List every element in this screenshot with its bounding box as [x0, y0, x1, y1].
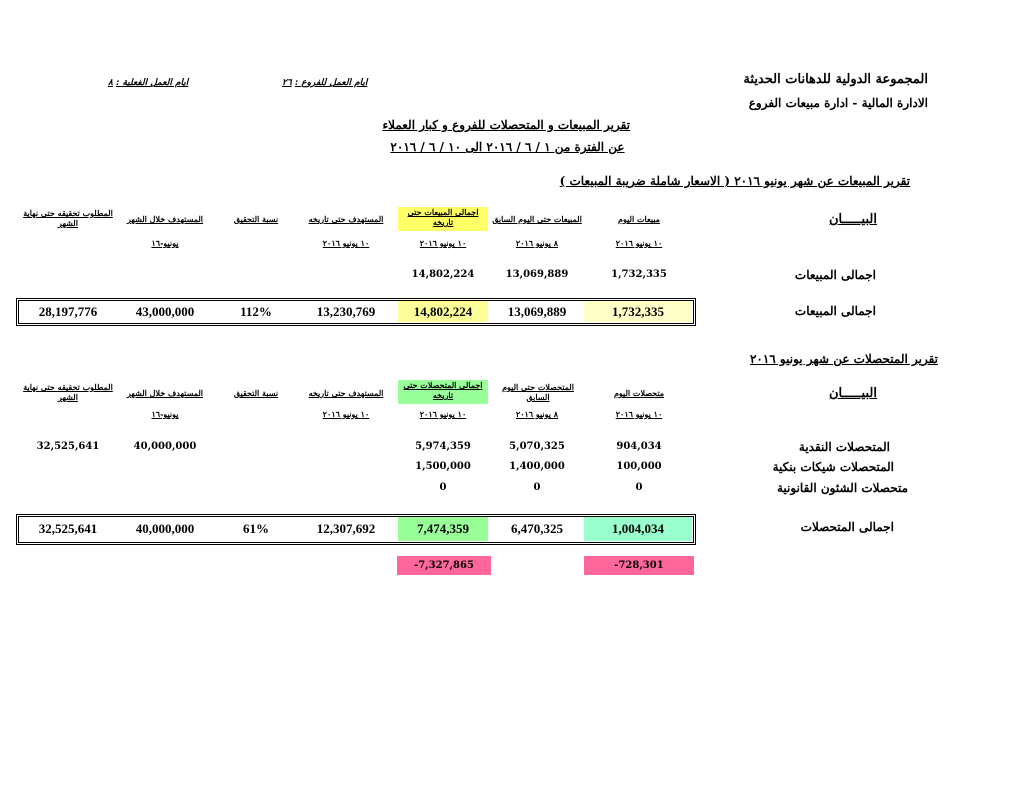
coll-achievement-header: نسبة التحقيق	[233, 388, 279, 398]
coll-total-to-date-header: اجمالى المتحصلات حتى تاريخه	[398, 380, 488, 404]
sales-achievement-header: نسبة التحقيق	[233, 214, 279, 224]
sales-total-today: 1,732,335	[612, 304, 664, 319]
sales-total-total: 14,802,224	[413, 304, 473, 319]
branch-days-value: ٢٦	[282, 78, 292, 88]
sales-row-prev-day: 13,069,889	[505, 269, 569, 280]
sales-today-date: ١٠ يونيو ٢٠١٦	[615, 238, 663, 248]
sales-row-total: 14,802,224	[411, 269, 475, 280]
sales-today-header: مبيعات اليوم	[618, 214, 660, 224]
sales-total-to-date-header: اجمالى المبيعات حتى تاريخه	[398, 207, 488, 231]
coll-row-total: 0	[439, 482, 447, 493]
coll-total-total: 7,474,359	[417, 521, 469, 536]
coll-row-label: المتحصلات شيكات بنكية	[772, 460, 894, 474]
coll-today-header: متحصلات اليوم	[613, 388, 665, 398]
coll-total-prev-day: 6,470,325	[511, 521, 563, 536]
coll-total-required: 32,525,641	[38, 521, 98, 536]
coll-row-required: 32,525,641	[36, 441, 100, 452]
coll-today-date: ١٠ يونيو ٢٠١٦	[615, 409, 663, 419]
coll-row-today: 904,034	[616, 441, 662, 452]
branch-days-label: ايام العمل للفروع :	[294, 78, 368, 88]
report-period: عن الفترة من ١ / ٦ / ٢٠١٦ الى ١٠ / ٦ / ٢٠١٦	[390, 140, 625, 154]
coll-row-prev-day: 0	[533, 482, 541, 493]
sales-total-target: 13,230,769	[316, 304, 376, 319]
coll-statement-header: البيـــــان	[829, 386, 877, 401]
sales-prev-day-header: المبيعات حتى اليوم السابق	[492, 214, 582, 224]
coll-row-today: 100,000	[616, 461, 662, 472]
actual-days-value: ٨	[108, 78, 113, 88]
coll-target-date: ١٠ يونيو ٢٠١٦	[322, 409, 370, 419]
sales-total-label: اجمالى المبيعات	[794, 304, 876, 318]
company-name: المجموعة الدولية للدهانات الحديثة	[743, 72, 928, 87]
coll-total-date: ١٠ يونيو ٢٠١٦	[419, 409, 467, 419]
report-title: تقرير المبيعات و المتحصلات للفروع و كبار العملاء	[382, 118, 630, 132]
actual-working-days	[108, 78, 188, 88]
collections-section-title: تقرير المتحصلات عن شهر يونيو ٢٠١٦	[749, 352, 938, 366]
coll-row-label: متحصلات الشئون القانونية	[777, 481, 908, 495]
sales-total-prev-day: 13,069,889	[507, 304, 567, 319]
coll-total-month-target: 40,000,000	[135, 521, 195, 536]
coll-month-target-date: يونيو-١٦	[151, 409, 179, 419]
sales-row-today: 1,732,335	[611, 269, 667, 280]
coll-row-today: 0	[635, 482, 643, 493]
coll-total-target: 12,307,692	[316, 521, 376, 536]
sales-total-achievement: 112%	[240, 304, 272, 319]
sales-section-title: تقرير المبيعات عن شهر يونيو ٢٠١٦ ( الاسعار شاملة ضريبة المبيعات )	[559, 174, 910, 188]
sales-month-target-header: المستهدف خلال الشهر	[126, 214, 203, 224]
sales-required-header: المطلوب تحقيقه حتى نهاية الشهر	[23, 208, 113, 228]
coll-prev-day-date: ٨ يونيو ٢٠١٦	[515, 409, 559, 419]
coll-total-achievement: 61%	[243, 521, 269, 536]
department-name: الادارة المالية - ادارة مبيعات الفروع	[748, 96, 928, 110]
coll-row-month-target: 40,000,000	[133, 441, 197, 452]
branch-working-days	[282, 78, 367, 88]
sales-target-to-date-header: المستهدف حتى تاريخه	[308, 214, 384, 224]
coll-row-prev-day: 1,400,000	[509, 461, 565, 472]
diff-today: -728,301	[584, 556, 694, 575]
coll-row-label: المتحصلات النقدية	[798, 440, 890, 454]
coll-row-total: 1,500,000	[415, 461, 471, 472]
sales-total-date: ١٠ يونيو ٢٠١٦	[419, 238, 467, 248]
sales-month-target-date: يونيو-١٦	[151, 238, 179, 248]
coll-total-label: اجمالى المتحصلات	[800, 520, 894, 534]
diff-total-to-date: -7,327,865	[397, 556, 491, 575]
sales-total-required: 28,197,776	[38, 304, 98, 319]
coll-total-today: 1,004,034	[612, 521, 664, 536]
sales-target-date: ١٠ يونيو ٢٠١٦	[322, 238, 370, 248]
coll-required-header: المطلوب تحقيقه حتى نهاية الشهر	[23, 382, 113, 402]
sales-prev-day-date: ٨ يونيو ٢٠١٦	[515, 238, 559, 248]
coll-row-prev-day: 5,070,325	[509, 441, 565, 452]
coll-row-total: 5,974,359	[415, 441, 471, 452]
sales-total-month-target: 43,000,000	[135, 304, 195, 319]
actual-days-label: ايام العمل الفعلية :	[115, 78, 189, 88]
sales-statement-header: البيـــــان	[829, 212, 877, 227]
coll-month-target-header: المستهدف خلال الشهر	[126, 388, 203, 398]
sales-row-label: اجمالى المبيعات	[794, 268, 876, 282]
coll-prev-day-header: المتحصلات حتى اليوم السابق	[502, 382, 574, 402]
coll-target-to-date-header: المستهدف حتى تاريخه	[308, 388, 384, 398]
